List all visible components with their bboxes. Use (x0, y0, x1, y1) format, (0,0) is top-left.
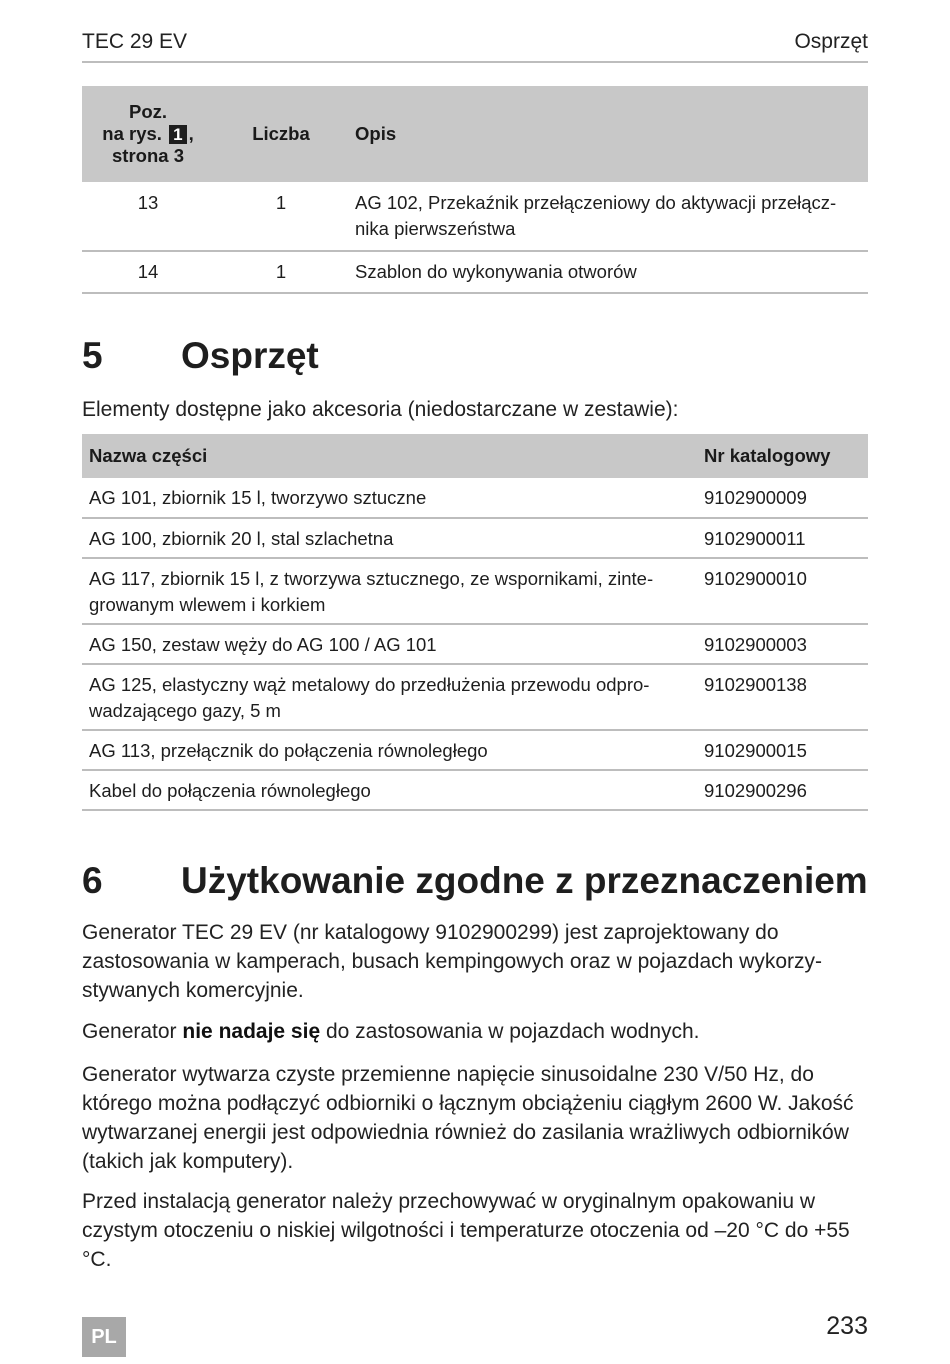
cell-count: 1 (214, 251, 348, 293)
col-header-catalog-number: Nr katalogowy (697, 434, 868, 478)
figure-ref-badge: 1 (169, 125, 186, 144)
section-6-number: 6 (82, 860, 103, 901)
pos-header-line3: strona 3 (112, 145, 184, 166)
col-header-count: Liczba (214, 86, 348, 182)
table-row (82, 770, 868, 810)
cell-part-name: AG 125, elastyczny wąż metalowy do przedłużenia przewodu odpro-wadzającego gazy, 5 m (82, 664, 697, 730)
section-6-title: Użytkowanie zgodne z przeznaczeniem (181, 860, 868, 901)
col-header-description: Opis (348, 86, 868, 182)
table-row (82, 730, 868, 770)
table-row (82, 518, 868, 558)
cell-description: Szablon do wykonywania otworów (348, 251, 868, 293)
cell-catalog-number: 9102900015 (697, 730, 868, 770)
p2-text-start: Generator (82, 1020, 183, 1043)
accessories-table-header (82, 434, 868, 478)
parts-table (82, 86, 868, 294)
cell-catalog-number: 9102900011 (697, 518, 868, 558)
table-row (82, 558, 868, 624)
cell-part-name: AG 101, zbiornik 15 l, tworzywo sztuczne (82, 478, 697, 518)
pos-header-line1: Poz. (128, 101, 168, 122)
cell-catalog-number: 9102900003 (697, 624, 868, 664)
table-row (82, 624, 868, 664)
table-row (82, 251, 868, 293)
running-header-section: Osprzęt (794, 30, 868, 53)
accessories-table (82, 434, 868, 811)
cell-position: 13 (82, 182, 214, 251)
page-number: 233 (826, 1312, 868, 1340)
cell-catalog-number: 9102900009 (697, 478, 868, 518)
section-5-number: 5 (82, 335, 103, 376)
section-5-intro: Elementy dostępne jako akcesoria (niedostarczane w zestawie): (82, 398, 679, 421)
table-row (82, 664, 868, 730)
cell-count: 1 (214, 182, 348, 251)
cell-part-name: AG 117, zbiornik 15 l, z tworzywa sztucznego, ze wspornikami, zinte-growanym wlewem i korkiem (82, 558, 697, 624)
language-badge: PL (82, 1317, 126, 1357)
section-6-paragraph-3: Generator wytwarza czyste przemienne napięcie sinusoidalne 230 V/50 Hz, do którego można podłączyć odbiorniki o łącznym obciążeniu ciągłym 2600 W. Jakość wytwarzanej energii jest odpowiednia również do zasilania wrażliwych odbiorników (takich jak komputery). (82, 1063, 854, 1173)
parts-table-header (82, 86, 868, 182)
cell-part-name: AG 100, zbiornik 20 l, stal szlachetna (82, 518, 697, 558)
col-header-position (82, 86, 214, 182)
section-5-title: Osprzęt (181, 335, 319, 376)
cell-catalog-number: 9102900010 (697, 558, 868, 624)
table-row (82, 182, 868, 251)
p2-emphasis: nie nadaje się (182, 1020, 321, 1043)
pos-header-line2 (82, 123, 214, 145)
section-6-paragraph-4: Przed instalacją generator należy przechowywać w oryginalnym opakowaniu w czystym otoczeniu o niskiej wilgotności i temperaturze otoczenia od –20 °C do +55 °C. (82, 1190, 850, 1271)
pos-header-comma: , (188, 123, 194, 144)
cell-part-name: AG 113, przełącznik do połączenia równoległego (82, 730, 697, 770)
cell-catalog-number: 9102900138 (697, 664, 868, 730)
cell-part-name: AG 150, zestaw węży do AG 100 / AG 101 (82, 624, 697, 664)
cell-description: AG 102, Przekaźnik przełączeniowy do aktywacji przełącz-nika pierwszeństwa (348, 182, 868, 251)
table-row (82, 478, 868, 518)
header-rule (82, 61, 868, 63)
cell-position: 14 (82, 251, 214, 293)
cell-catalog-number: 9102900296 (697, 770, 868, 810)
cell-part-name: Kabel do połączenia równoległego (82, 770, 697, 810)
section-6-paragraph-2 (82, 1017, 868, 1046)
p2-text-end: do zastosowania w pojazdach wodnych. (320, 1020, 700, 1043)
running-header-title: TEC 29 EV (82, 30, 188, 53)
col-header-part-name: Nazwa części (82, 434, 697, 478)
section-6-paragraph-1: Generator TEC 29 EV (nr katalogowy 9102900299) jest zaprojektowany do zastosowania w kamperach, busach kempingowych oraz w pojazdach wykorzy-stywanych komercyjnie. (82, 921, 823, 1002)
pos-header-text: na rys. (102, 123, 168, 144)
